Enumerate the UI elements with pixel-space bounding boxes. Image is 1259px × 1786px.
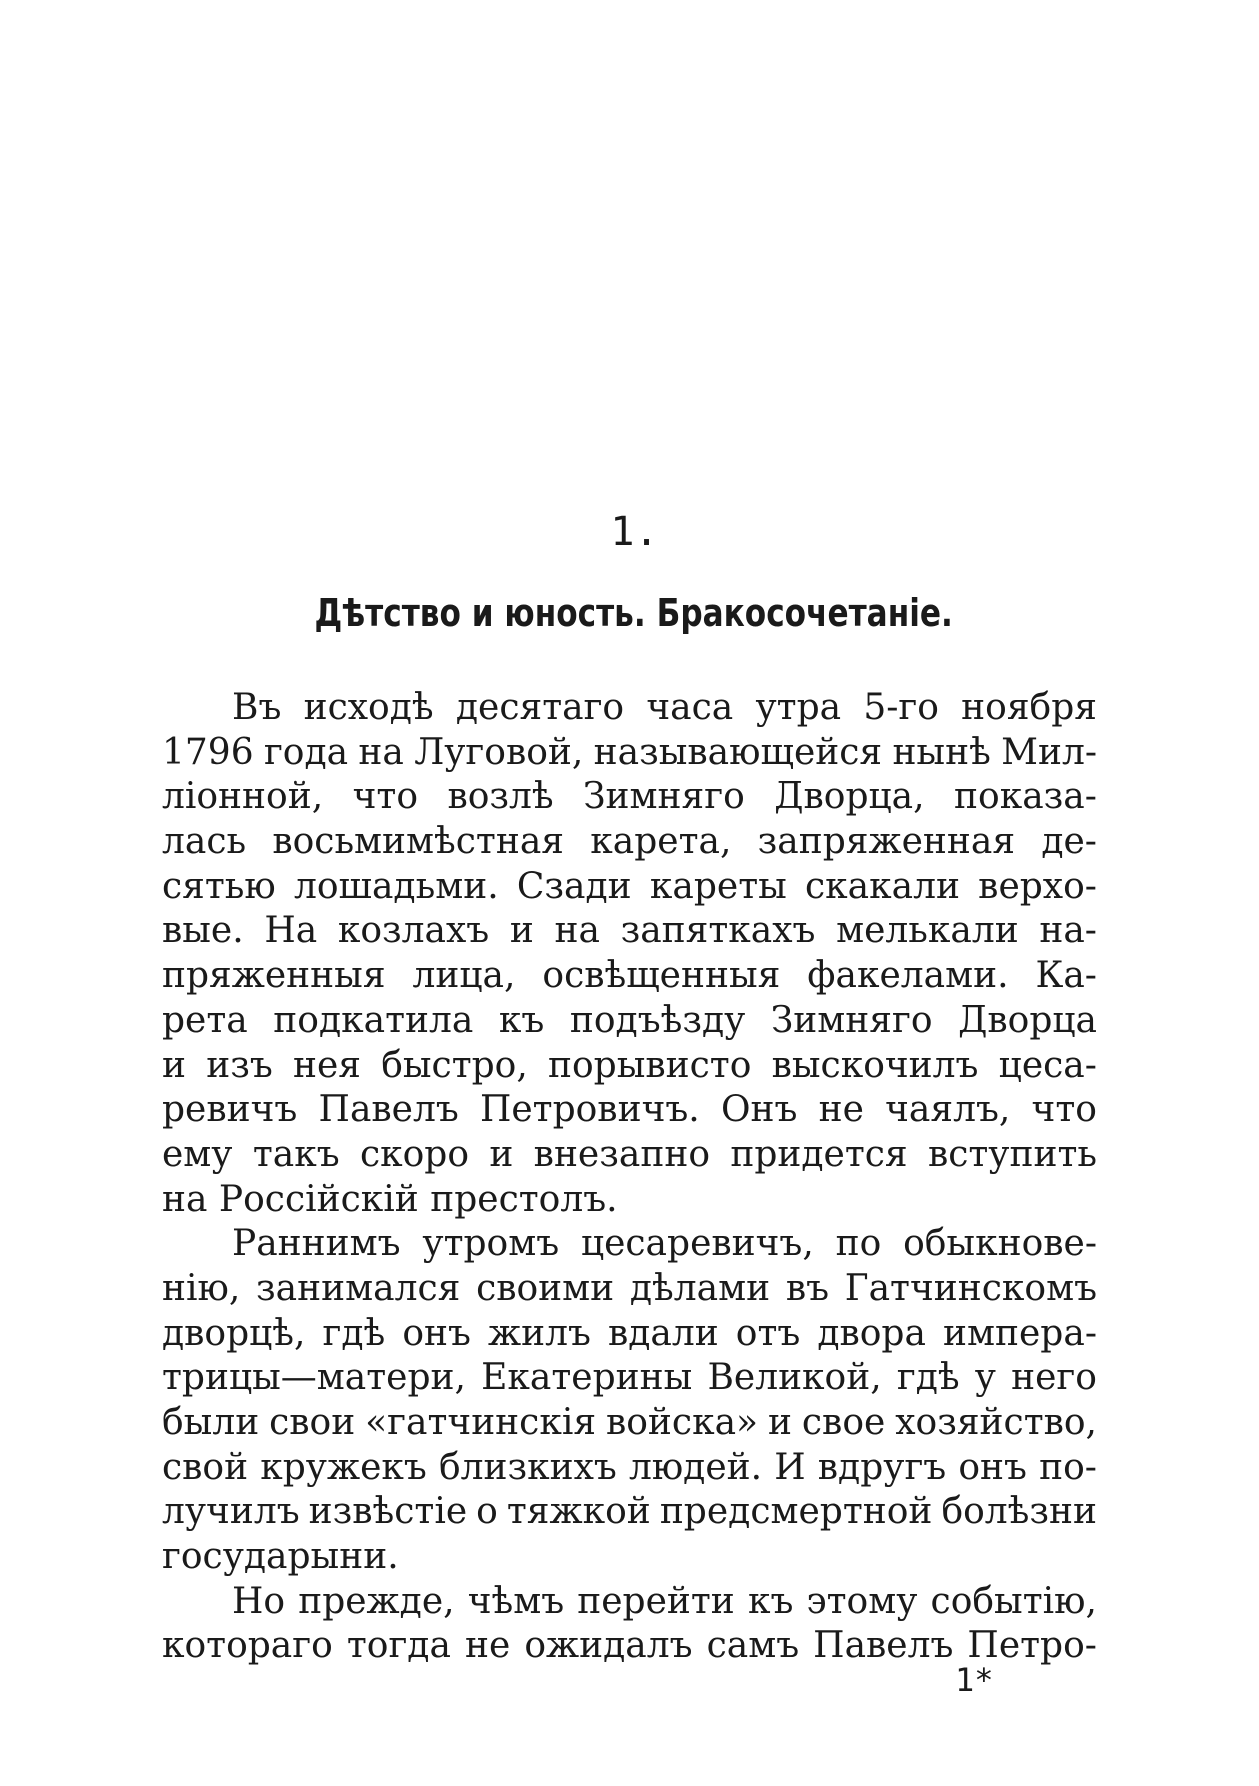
text-line-words [162,1356,1097,1401]
text-line [162,775,1097,820]
word: къ [498,999,545,1041]
word: онъ [958,1446,1027,1488]
word: десятаго [455,687,625,728]
word: Онъ [720,1089,798,1131]
word: по [835,1223,882,1265]
word: на- [1039,910,1097,952]
word: исходѣ [303,687,434,728]
text-line-words [162,999,1097,1044]
word: И [774,1446,806,1488]
word: о [476,1491,498,1533]
word: лица, [412,955,516,997]
word: восьмимѣстная [272,821,564,863]
word: хозяйство, [895,1402,1097,1443]
word: что [352,776,419,818]
word: скоро [359,1133,470,1175]
word: де- [1041,821,1097,863]
word: скакали [805,865,960,907]
text-line [162,1312,1097,1357]
text-line [162,731,1097,776]
word: жилъ [487,1312,591,1354]
word: Зимняго [583,776,745,818]
word: вдругъ [817,1446,947,1488]
page-signature: 1* [955,1661,994,1699]
text-line-words [232,1222,1097,1267]
text-line-words [162,1044,1097,1089]
word: называющейся [593,731,883,773]
word: гдѣ [896,1357,960,1399]
word: перейти [577,1580,735,1622]
word: чаялъ, [885,1089,1011,1131]
word: запяткахъ [620,910,816,952]
text-line-words [232,686,1097,731]
word: котораго [162,1625,333,1667]
word: Дворца [958,999,1097,1041]
word: трицы—матери, [162,1357,466,1399]
word: близкихъ [438,1446,617,1488]
text-line-words [162,1446,1097,1491]
text-line [162,1490,1097,1535]
word: обыкнове- [903,1223,1097,1265]
word: Павелъ [318,1089,459,1131]
word: что [1031,1089,1097,1131]
word: кружекъ [260,1446,427,1488]
text-line-words [162,909,1097,954]
word: показа- [954,776,1097,818]
word: карета, [590,821,732,863]
word: лошадьми. [293,865,499,907]
text-line [162,909,1097,954]
word: Ка- [1035,955,1097,997]
word: на [554,910,600,952]
word: и [509,910,534,952]
text-line [162,1222,1097,1267]
word: На [264,910,318,952]
text-line [162,1356,1097,1401]
word: Въ [232,687,282,728]
word: нію, [162,1267,241,1309]
word: 1796 [162,731,254,773]
word: людей. [628,1446,763,1488]
text-line-words [162,1490,1097,1535]
text-line [162,1401,1097,1446]
word: вдали [607,1312,719,1354]
word: войска» [605,1402,759,1443]
word: козлахъ [337,910,490,952]
text-line-words [162,1401,1097,1446]
word: свой [162,1446,249,1488]
word: освѣщенныя [542,955,781,997]
word: 5-го [863,687,939,728]
word: выскочилъ [771,1044,979,1086]
word: ревичъ [162,1089,298,1131]
word: событію, [930,1580,1097,1622]
word: нынѣ [892,731,991,773]
body-text [162,686,1097,1669]
word: Гатчинскомъ [844,1267,1097,1309]
text-line-words [162,775,1097,820]
word: этому [806,1580,918,1622]
word: Раннимъ [232,1223,401,1265]
word: рета [162,999,248,1041]
word: «гатчинскія [365,1402,597,1443]
word: быстро, [381,1044,528,1086]
word: двора [817,1312,926,1354]
word: утра [755,687,842,728]
word: чѣмъ [467,1580,565,1622]
word: него [1011,1357,1097,1399]
word: и [489,1133,514,1175]
text-line [162,1044,1097,1089]
word: лучилъ [162,1491,300,1533]
word: болѣзни [941,1491,1097,1533]
word: мелькали [836,910,1019,952]
word: отъ [735,1312,801,1354]
text-line [162,1446,1097,1491]
text-line-words [162,731,1097,776]
word: и [162,1044,186,1086]
word: свои [269,1402,356,1443]
word: такъ [252,1133,340,1175]
word: къ [747,1580,794,1622]
word: въ [785,1267,829,1309]
text-line [162,1133,1097,1178]
word: цеса- [998,1044,1097,1086]
word: импера- [943,1312,1097,1354]
word: дворцѣ, [162,1312,306,1354]
word: тяжкой [506,1491,651,1533]
word: свое [801,1402,886,1443]
word: Мил- [1001,731,1097,773]
word: и [767,1402,792,1443]
text-line-words [162,1312,1097,1357]
word: ему [162,1133,233,1175]
chapter-number: 1. [610,509,659,555]
word: запряженная [757,821,1016,863]
text-line [162,999,1097,1044]
word: кареты [649,865,787,907]
word: прежде, [298,1580,455,1622]
word: внезапно [533,1133,710,1175]
word: Луговой, [414,731,584,773]
word: ноября [961,687,1097,728]
word: ліонной, [162,776,324,818]
text-line-words [162,865,1097,910]
word: вые. [162,910,244,952]
word: вступить [927,1133,1097,1175]
word: своими [476,1267,615,1309]
word: Великой, [707,1357,882,1399]
word: порывисто [548,1044,752,1086]
text-line [162,1580,1097,1625]
word: верхо- [978,865,1097,907]
text-line-words [232,1580,1097,1625]
word: у [974,1357,996,1399]
text-line: государыни. [162,1536,399,1578]
word: самъ [706,1625,800,1667]
word: факелами. [807,955,1009,997]
word: лась [162,821,247,863]
word: извѣстіе [308,1491,468,1533]
word: изъ [206,1044,273,1086]
word: Екатерины [481,1357,693,1399]
word: тогда [346,1625,451,1667]
word: занимался [256,1267,461,1309]
word: Павелъ [813,1625,954,1667]
word: были [162,1402,260,1443]
text-line [162,686,1097,731]
text-line-words [162,954,1097,999]
word: предсмертной [659,1491,933,1533]
word: пряженныя [162,955,386,997]
word: подкатила [273,999,474,1041]
word: часа [646,687,734,728]
word: онъ [402,1312,471,1354]
word: не [818,1089,864,1131]
word: утромъ [422,1223,560,1265]
text-line-words [162,1133,1097,1178]
word: нея [292,1044,361,1086]
word: цесаревичъ, [580,1223,814,1265]
word: по- [1039,1446,1097,1488]
word: Но [232,1580,286,1622]
word: ожидалъ [524,1625,693,1667]
word: года [263,731,349,773]
text-line: на Россійскій престолъ. [162,1178,618,1220]
word: дѣлами [629,1267,771,1309]
text-line [162,820,1097,865]
word: подъѣзду [569,999,746,1041]
word: придется [730,1133,908,1175]
word: Петро- [967,1625,1097,1667]
word: сятью [162,865,276,907]
word: Сзади [516,865,632,907]
word: Петровичъ. [479,1089,700,1131]
text-line-words [162,1267,1097,1312]
word: не [465,1625,511,1667]
text-line [162,1088,1097,1133]
text-line-words [162,1088,1097,1133]
text-line [162,954,1097,999]
text-line-words [162,820,1097,865]
word: на [358,731,404,773]
word: возлѣ [447,776,554,818]
word: Дворца, [774,776,925,818]
text-line [162,1267,1097,1312]
word: Зимняго [770,999,933,1041]
chapter-title: Дѣтство и юность. Бракосочетаніе. [314,591,953,635]
text-line [162,865,1097,910]
word: гдѣ [322,1312,386,1354]
